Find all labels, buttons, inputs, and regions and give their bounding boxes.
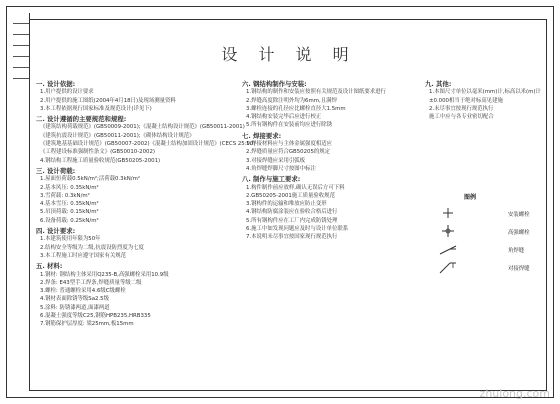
note-line: 2.未尽事宜按现行规范执行 — [429, 105, 494, 112]
legend-label: 对接焊缝 — [508, 266, 530, 272]
legend-item — [428, 260, 543, 274]
legend — [428, 192, 543, 282]
section-heading: 二. 设计遵循的主要规范和规程: — [36, 115, 127, 124]
note-line: 2.用户提供的施工图纸(2004年4月18日)及现场测量资料 — [40, 97, 176, 104]
section-heading: 五. 材料: — [36, 262, 63, 271]
note-line: 4.钢材表面除锈等级Sa2.5级 — [40, 296, 109, 303]
note-line: 5.吊顶荷载: 0.15kN/m² — [40, 209, 99, 216]
note-line: 6.混凝土强度等级C25,钢筋HPB235,HRB335 — [40, 313, 151, 320]
title-block — [13, 13, 30, 83]
section-heading: 一. 设计依据: — [36, 80, 76, 88]
note-line: ±0.000相当于绝对标高见建施 — [429, 97, 503, 104]
legend-item — [428, 242, 543, 256]
high-strength-bolt-symbol-icon — [436, 224, 460, 238]
section-heading: 九. 其他: — [425, 80, 452, 88]
bolt-symbol-icon — [436, 206, 460, 220]
notes-column-1 — [36, 78, 256, 329]
note-line: 1.焊接材料应与主体金属强度相适应 — [246, 141, 333, 148]
note-line: 7.本说明未尽事宜按国家现行规范执行 — [246, 234, 338, 241]
legend-title: 图例 — [464, 194, 477, 201]
title-block-cell — [13, 35, 29, 46]
drawing-frame — [29, 19, 547, 391]
legend-label: 角焊缝 — [508, 248, 525, 254]
note-line: 施工中应与各专业密切配合 — [429, 114, 494, 121]
note-line: 3.本工程依据现行国家标准及规范设计(详见下) — [40, 105, 152, 112]
note-line: 2.结构安全等级为二级,抗震设防烈度为七度 — [40, 244, 144, 251]
title-block-cell — [13, 57, 29, 68]
note-line: 1.钢材: 钢结构主体采用Q235-B,高强螺栓采用10.9级 — [40, 271, 169, 278]
section-heading: 八. 制作与施工要求: — [242, 175, 301, 184]
section-heading: 六. 钢结构制作与安装: — [242, 80, 307, 88]
section-heading: 四. 设计要求: — [36, 227, 76, 236]
note-line: 《建筑抗震设计规范》(GB50011-2001);《砌体结构设计规范》 — [40, 132, 195, 139]
note-line: 3.螺栓: 普通螺栓采用4.6级C级螺栓 — [40, 288, 126, 295]
section-heading: 三. 设计荷载: — [36, 166, 76, 175]
note-line: 1.本建筑使用年限为50年 — [40, 236, 101, 243]
title-block-cell — [13, 24, 29, 35]
note-line: 1.屋面恒荷载0.5kN/m²;活荷载0.3kN/m² — [40, 176, 140, 183]
note-line: 2.焊缝质量应符合GB50205的规定 — [246, 149, 331, 156]
note-line: 4.钢结构防腐涂装应在验收合格后进行 — [246, 209, 338, 216]
note-line: 3.对接焊缝应采用引弧板 — [246, 157, 306, 164]
note-line: 4.角焊缝焊脚尺寸按图中标注 — [246, 165, 316, 172]
note-line: 3.本工程施工时应遵守国家有关规范 — [40, 252, 127, 259]
watermark: zhulong.com — [479, 387, 550, 400]
title-block-cell — [13, 46, 29, 57]
note-line: 2.焊缝高度除注明外均为6mm,且满焊 — [246, 97, 337, 104]
note-line: 3.钢构件的运输和堆放应防止变形 — [246, 201, 327, 208]
notes-column-2 — [242, 78, 430, 242]
note-line: 4.钢结构安装完毕后应进行校正 — [246, 114, 322, 121]
note-line: 2.焊条: E43型手工焊条,焊缝质量等级二级 — [40, 279, 142, 286]
title-block-cell — [13, 68, 29, 79]
note-line: 3.雪荷载: 0.3kN/m² — [40, 192, 90, 199]
note-line: 6.设备荷载: 0.25kN/m² — [40, 217, 99, 224]
note-line: 1.用户提供的设计要求 — [40, 89, 94, 96]
note-line: 5.涂料: 防锈漆两道,面漆两道 — [40, 304, 110, 311]
note-line: 2.基本风压: 0.35kN/m² — [40, 184, 99, 191]
butt-weld-symbol-icon — [436, 260, 460, 274]
note-line: 2.GB50205-2001施工质量验收规范 — [246, 192, 335, 199]
note-line: 1.构件制作前应放样,确认无误后方可下料 — [246, 184, 345, 191]
page-title: 设 计 说 明 — [221, 45, 357, 64]
note-line: 7.钢筋保护层厚度: 梁25mm,板15mm — [40, 321, 134, 328]
note-line: 《建筑结构荷载规范》(GB50009-2001);《混凝土结构设计规范》(GB50011-2001) — [40, 124, 245, 131]
legend-item — [428, 206, 543, 220]
note-line: 1.本图尺寸单位以毫米(mm)计,标高以米(m)计 — [429, 89, 541, 96]
note-line: 《工程建设标准强制性条文》(GB50010-2002) — [40, 149, 155, 156]
title-block-cell — [13, 13, 29, 24]
notes-column-3 — [425, 78, 543, 121]
note-line: 6.施工中如发现问题应及时与设计单位联系 — [246, 226, 349, 233]
note-line: 1.钢结构的制作和安装应按照有关规范及设计图纸要求进行 — [246, 89, 386, 96]
note-line: 3.螺栓连接的孔径应比螺栓直径大1.5mm — [246, 105, 346, 112]
note-line: 4.基本雪压: 0.35kN/m² — [40, 201, 99, 208]
note-line: 4.钢结构工程施工质量验收规范(GB50205-2001) — [40, 157, 161, 164]
note-line: 《建筑地基基础设计规范》(GB50007-2002)《混凝土结构加固设计规范》(CECS 25:90) — [40, 141, 256, 148]
note-line: 5.所有钢构件在安装前均应进行除锈 — [246, 122, 333, 129]
fillet-weld-symbol-icon — [436, 242, 460, 256]
section-heading: 七. 焊接要求: — [242, 131, 282, 140]
note-line: 5.所有钢构件应在工厂内完成防锈处理 — [246, 217, 338, 224]
legend-label: 安装螺栓 — [508, 212, 530, 218]
drawing-sheet — [6, 6, 554, 398]
legend-item — [428, 224, 543, 238]
legend-label: 高强螺栓 — [508, 230, 530, 236]
